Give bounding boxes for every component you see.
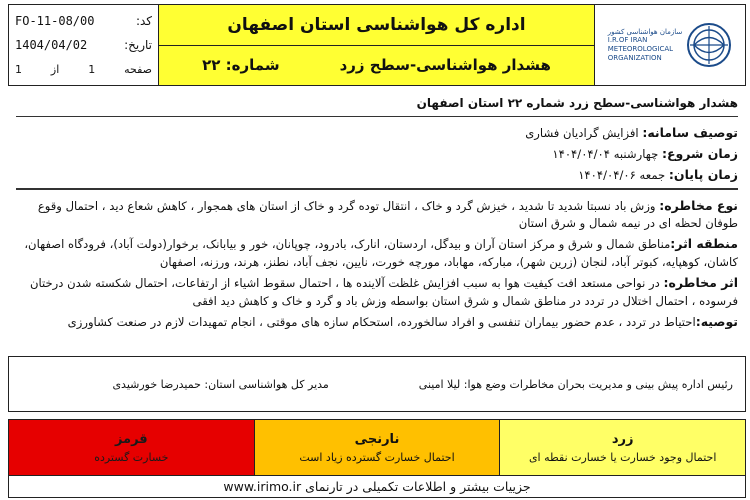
page-of: از [50,62,60,76]
date-value: 1404/04/02 [15,38,88,53]
logo-en-3: ORGANIZATION [607,53,662,62]
end-label: زمان پایان: [668,167,738,183]
date-label: تاریخ: [124,38,152,53]
page-label: صفحه [124,62,152,76]
effect-value: در نواحی مستعد افت کیفیت هوا به سبب افزایش غلظت آلاینده ها ، احتمال سقوط اشیاء از ارتفاعات، احتمال شکسته شدن درختان فرسوده ، احتمال اختلال در تردد در مناطق شمال و شرق استان بواسطه وزش باد و گرد و خاک و کاهش دید افقی [29,276,738,309]
level-red-desc: خسارت گسترده [94,450,169,464]
start-value: چهارشنبه ۱۴۰۴/۰۴/۰۴ [552,147,662,162]
divider [16,116,738,118]
logo-en-2: METEOROLOGICAL [607,45,674,53]
body-title: هشدار هواشناسی-سطح زرد شماره ۲۲ استان اصفهان [416,96,738,110]
system-line [16,123,738,143]
advice-line [16,312,738,332]
area-line [16,234,738,272]
wmo-emblem-icon [686,22,732,68]
warning-body [8,92,746,354]
logo-en-1: I.R.OF IRAN [607,36,648,45]
level-red [9,420,254,475]
level-orange [254,420,500,475]
forecast-head-signature: رئیس اداره پیش بینی و مدیریت بحران مخاطرات وضع هوا: لیلا امینی [418,377,733,391]
hazard-line [16,196,738,234]
page-number: 1 [88,62,96,76]
level-red-title: قرمز [114,431,148,447]
advice-value: احتیاط در تردد ، عدم حضور بیماران تنفسی و افراد سالخورده، استحکام سازه های موقتی ، انجام تمهیدات لازم در صنعت کشاورزی [67,315,696,330]
area-value: مناطق شمال و شرق و مرکز استان آران و بیدگل، اردستان، انارک، بادرود، چوپانان، خور و بیابانک، برخوار(دولت آباد)، فرودگاه اصفهان، کاشان، کوهپایه، کبوتر آباد، لنجان (زرین شهر)، مبارکه، مهاباد، مورچه خورت، نایین، نجف آباد، نطنز، هرند، ورزنه، اصفهان [24,237,738,270]
code-value: FO-11-08/00 [15,14,95,29]
footer-text: جزییات بیشتر و اطلاعات تکمیلی در تارنمای [305,479,531,494]
divider [16,188,738,190]
level-orange-title: نارنجی [354,431,400,447]
level-yellow [499,420,745,475]
hazard-value: وزش باد نسبتا شدید تا شدید ، خیزش گرد و خاک ، انتقال توده گرد و خاک از استان های همجوار ، کاهش شعاع دید ، احتمال وقوع طوفان لحظه ای در نیمه شمال و شرق استان [37,198,738,231]
code-label: کد: [135,14,152,29]
start-label: زمان شروع: [661,146,738,162]
warning-number: شماره: ۲۲ [202,56,280,75]
signature-box [8,356,746,412]
area-label: منطقه اثر: [670,236,738,252]
warning-title: هشدار هواشناسی-سطح زرد [339,56,551,75]
alert-levels-legend [8,419,746,476]
end-value: جمعه ۱۴۰۴/۰۴/۰۶ [578,168,669,183]
page-total: 1 [15,62,22,76]
level-yellow-title: زرد [611,431,634,447]
system-value: افزایش گرادیان فشاری [525,126,643,141]
level-yellow-desc: احتمال وجود خسارت یا خسارت نقطه ای [528,450,717,464]
director-signature: مدیر کل هواشناسی استان: حمیدرضا خورشیدی [112,377,329,391]
document-meta [9,5,159,85]
system-label: توصیف سامانه: [642,125,738,141]
document-header [8,4,746,86]
effect-label: اثر مخاطره: [663,275,738,291]
footer [8,476,746,498]
footer-link[interactable]: www.irimo.ir [223,479,302,494]
hazard-label: نوع مخاطره: [659,197,738,213]
effect-line [16,273,738,311]
org-title: اداره کل هواشناسی استان اصفهان [159,5,594,46]
header-title-block [159,5,595,85]
advice-label: توصیه: [695,314,738,330]
level-orange-desc: احتمال خسارت گسترده زیاد است [299,450,455,464]
end-line [16,165,738,185]
organization-logo [595,5,745,85]
logo-text [608,28,683,63]
logo-fa: سازمان هواشناسی کشور [607,27,683,36]
page-indicator [15,63,152,76]
start-line [16,144,738,164]
